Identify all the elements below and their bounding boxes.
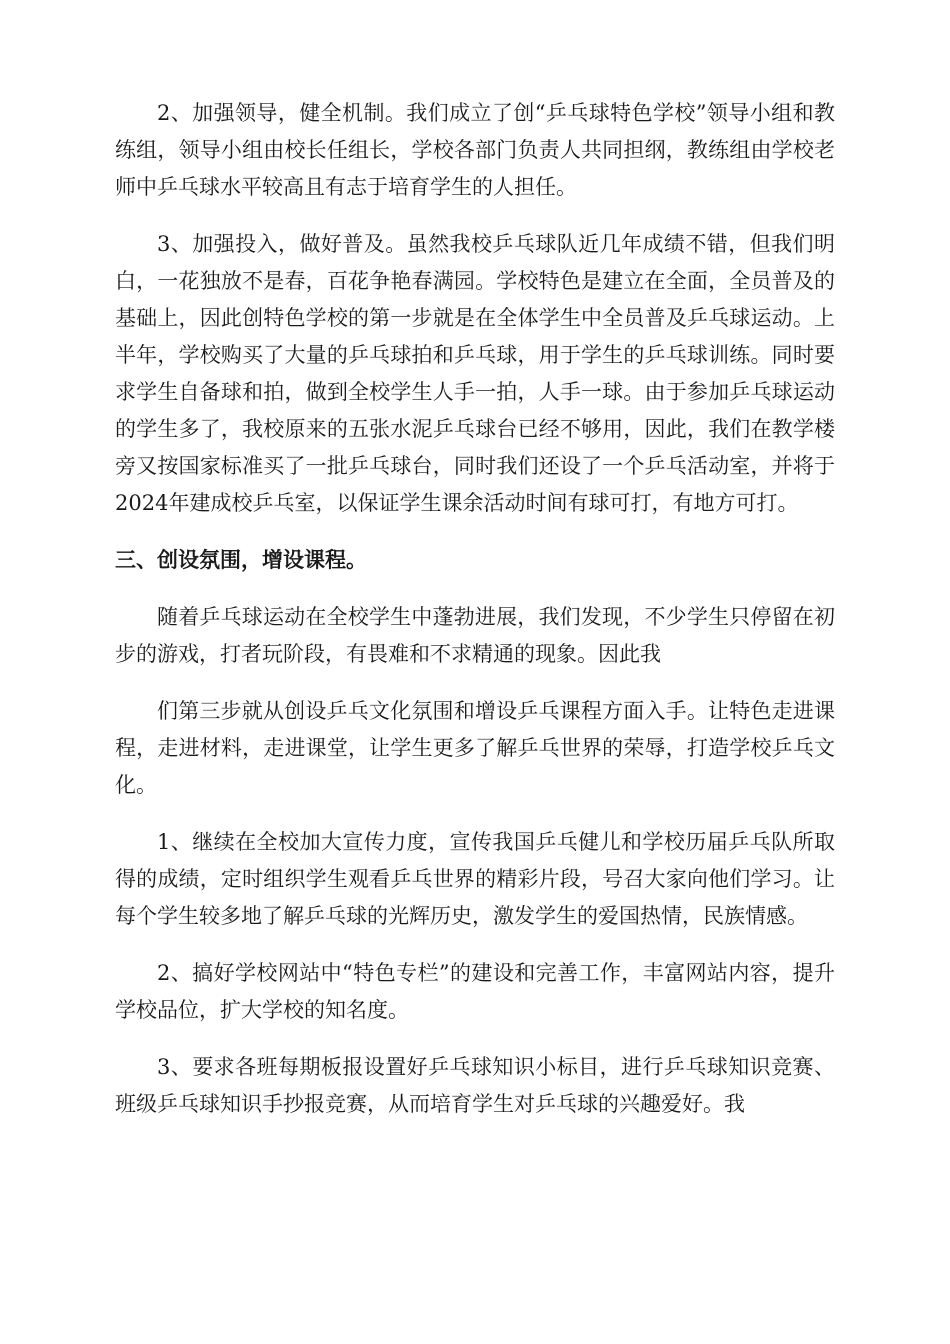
paragraph-blackboard: 3、要求各班每期板报设置好乒乓球知识小标目，进行乒乓球知识竞赛、班级乒乓球知识手抄报竞赛，从而培育学生对乒乓球的兴趣爱好。我 xyxy=(115,1055,835,1116)
paragraph-investment: 3、加强投入，做好普及。虽然我校乒乓球队近几年成绩不错，但我们明白，一花独放不是春，百花争艳春满园。学校特色是建立在全面，全员普及的基础上，因此创特色学校的第一步就是在全体学生中全员普及乒乓球运动。上半年，学校购买了大量的乒乓球拍和乒乓球，用于学生的乒乓球训练。同时要求学生自备球和拍，做到全校学生人手一拍，人手一球。由于参加乒乓球运动的学生多了，我校原来的五张水泥乒乓球台已经不够用，因此，我们在教学楼旁又按国家标准买了一批乒乓球台，同时我们还设了一个乒乓活动室，并将于2024年建成校乒乓室，以保证学生课余活动时间有球可打，有地方可打。 xyxy=(115,232,835,515)
document-body xyxy=(115,95,835,1123)
paragraph-third-step: 们第三步就从创设乒乓文化氛围和增设乒乓课程方面入手。让特色走进课程，走进材料，走进课堂，让学生更多了解乒乓世界的荣辱，打造学校乒乓文化。 xyxy=(115,699,835,797)
section-heading-3: 三、创设氛围，增设课程。 xyxy=(115,548,367,572)
paragraph-publicity: 1、继续在全校加大宣传力度，宣传我国乒乓健儿和学校历届乒乓队所取得的成绩，定时组织学生观看乒乓世界的精彩片段，号召大家向他们学习。让每个学生较多地了解乒乓球的光辉历史，激发学生的爱国热情，民族情感。 xyxy=(115,830,835,928)
paragraph-progress: 随着乒乓球运动在全校学生中蓬勃进展，我们发现，不少学生只停留在初步的游戏，打者玩阶段，有畏难和不求精通的现象。因此我 xyxy=(115,605,835,666)
paragraph-website: 2、搞好学校网站中“特色专栏”的建设和完善工作，丰富网站内容，提升学校品位，扩大学校的知名度。 xyxy=(115,961,835,1022)
paragraph-leadership: 2、加强领导，健全机制。我们成立了创“乒乓球特色学校”领导小组和教练组，领导小组由校长任组长，学校各部门负责人共同担纲，教练组由学校老师中乒乓球水平较高且有志于培育学生的人担任。 xyxy=(115,101,835,199)
